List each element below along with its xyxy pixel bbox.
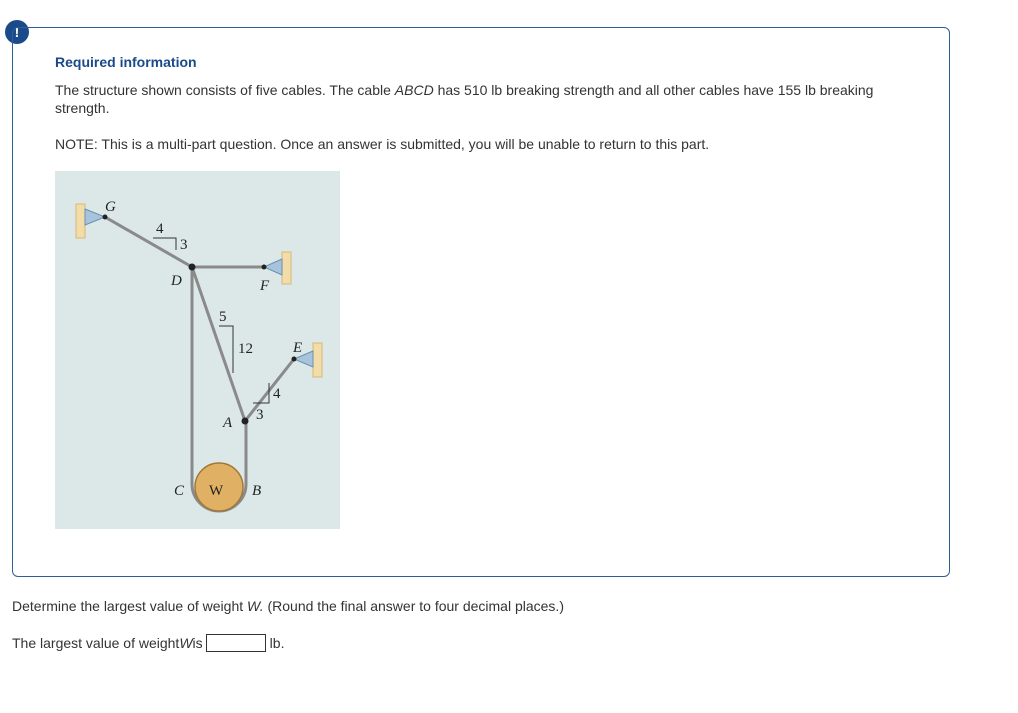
- wall-e: [313, 343, 322, 377]
- answer-text-2: is: [192, 635, 203, 651]
- slope-dg-run: 4: [156, 221, 164, 237]
- label-b: B: [252, 483, 262, 499]
- label-g: G: [105, 199, 116, 215]
- joint-f: [262, 265, 267, 270]
- label-e: E: [293, 340, 303, 356]
- problem-statement-text-1: The structure shown consists of five cables. The cable: [55, 82, 395, 98]
- slope-dg-rise: 3: [180, 237, 188, 253]
- answer-weight-symbol: W: [179, 635, 193, 651]
- answer-text-1: The largest value of weight: [12, 635, 180, 651]
- label-f: F: [260, 278, 270, 294]
- question-text-1: Determine the largest value of weight: [12, 598, 248, 614]
- answer-unit: lb.: [269, 635, 285, 651]
- label-c: C: [174, 483, 185, 499]
- problem-statement-text-2: has 510 lb breaking strength and all other cables have 155 lb breaking strength.: [55, 82, 874, 116]
- joint-d: [189, 264, 196, 271]
- cable-abcd-label: ABCD: [394, 82, 434, 98]
- slope-ae-bottom: 3: [256, 407, 264, 423]
- required-information-title: Required information: [55, 54, 197, 70]
- weight-answer-input[interactable]: [206, 634, 266, 652]
- joint-a: [242, 418, 249, 425]
- wall-f: [282, 252, 291, 284]
- alert-icon: !: [5, 20, 29, 44]
- question-text-2: (Round the final answer to four decimal places.): [263, 598, 564, 614]
- joint-e: [292, 357, 297, 362]
- slope-da-top: 5: [219, 309, 227, 325]
- label-d: D: [171, 273, 182, 289]
- label-a: A: [223, 415, 233, 431]
- required-information-panel: [12, 27, 950, 577]
- wall-g: [76, 204, 85, 238]
- label-w: W: [209, 483, 224, 499]
- cable-structure-figure: [55, 171, 340, 529]
- answer-row: [12, 634, 284, 652]
- slope-da-side: 12: [238, 341, 253, 357]
- multi-part-note: NOTE: This is a multi-part question. Once an answer is submitted, you will be unable to return to this part.: [55, 136, 710, 152]
- slope-ae-side: 4: [273, 386, 281, 402]
- question-weight-symbol: W.: [247, 598, 264, 614]
- problem-statement: [55, 81, 925, 117]
- joint-g: [103, 215, 108, 220]
- cable-structure-diagram: [55, 171, 340, 529]
- question-prompt: [12, 598, 564, 614]
